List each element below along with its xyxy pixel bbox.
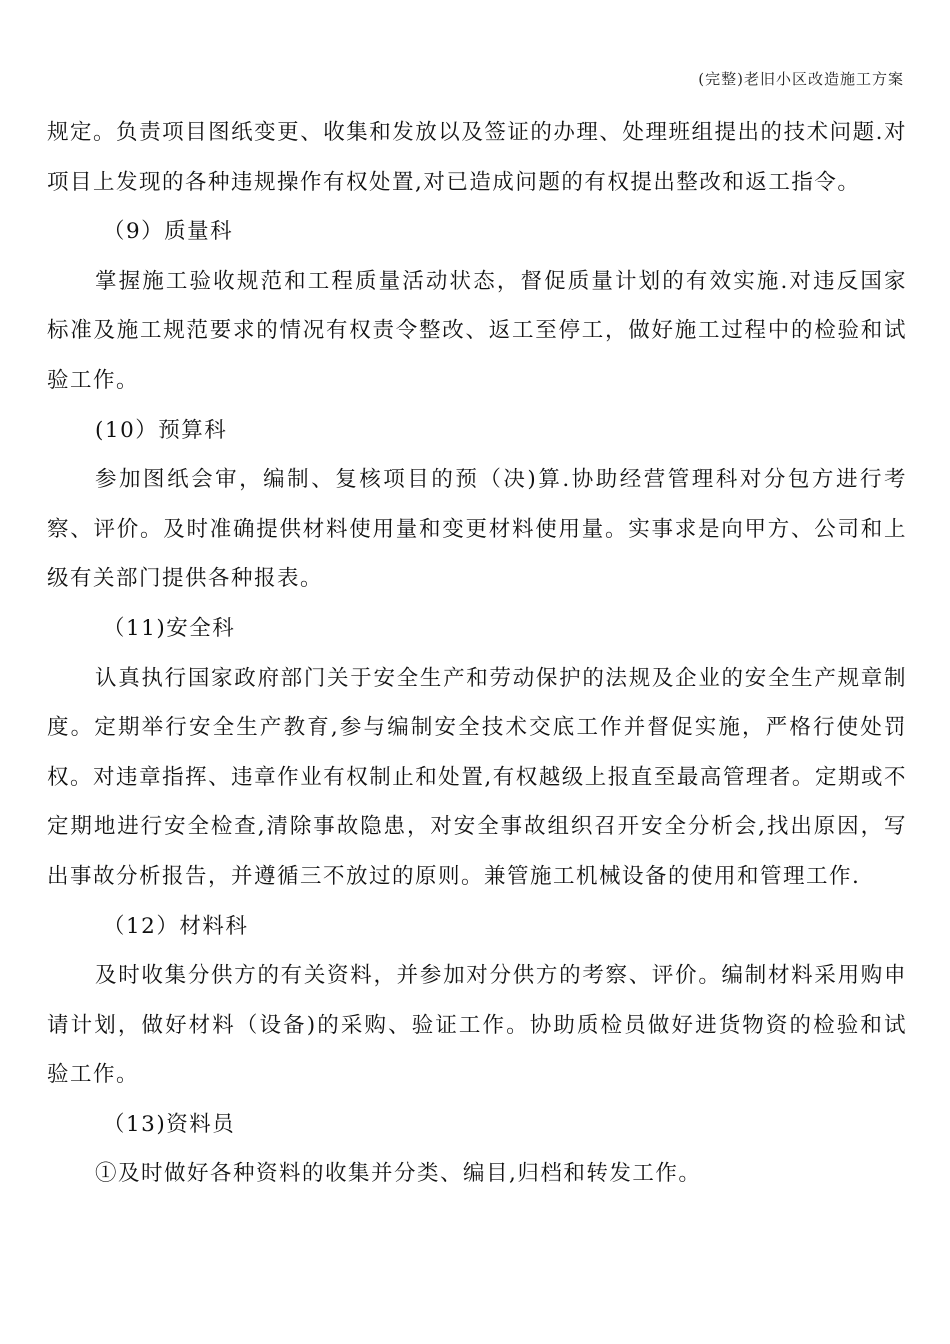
heading-budget-department: (10）预算科	[95, 417, 228, 443]
paragraph-materials-department: 及时收集分供方的有关资料，并参加对分供方的考察、评价。编制材料采用购申请计划，做好材料（设备)的采购、验证工作。协助质检员做好进货物资的检验和试验工作。	[47, 963, 907, 1088]
heading-quality-department: （9）质量科	[103, 219, 234, 245]
paragraph-document-clerk: ①及时做好各种资料的收集并分类、编目,归档和转发工作。	[95, 1161, 702, 1187]
paragraph-safety-department: 认真执行国家政府部门关于安全生产和劳动保护的法规及企业的安全生产规章制度。定期举行安全生产教育,参与编制安全技术交底工作并督促实施，严格行使处罚权。对违章指挥、违章作业有权制止和处置,有权越级上报直至最高管理者。定期或不定期地进行安全检查,清除事故隐患，对安全事故组织召开安全分析会,找出原因，写出事故分析报告，并遵循三不放过的原则。兼管施工机械设备的使用和管理工作.	[47, 665, 907, 889]
document-body	[47, 108, 907, 1199]
page-header: (完整)老旧小区改造施工方案	[698, 70, 904, 88]
heading-safety-department: （11)安全科	[103, 615, 236, 641]
paragraph-continuation: 规定。负责项目图纸变更、收集和发放以及签证的办理、处理班组提出的技术问题.对项目上发现的各种违规操作有权处置,对已造成问题的有权提出整改和返工指令。	[47, 120, 907, 195]
heading-document-clerk: （13)资料员	[103, 1111, 236, 1137]
heading-materials-department: （12）材料科	[103, 913, 249, 939]
paragraph-budget-department: 参加图纸会审，编制、复核项目的预（决)算.协助经营管理科对分包方进行考察、评价。及时准确提供材料使用量和变更材料使用量。实事求是向甲方、公司和上级有关部门提供各种报表。	[47, 467, 907, 592]
paragraph-quality-department: 掌握施工验收规范和工程质量活动状态，督促质量计划的有效实施.对违反国家标准及施工规范要求的情况有权责令整改、返工至停工，做好施工过程中的检验和试验工作。	[47, 268, 907, 393]
